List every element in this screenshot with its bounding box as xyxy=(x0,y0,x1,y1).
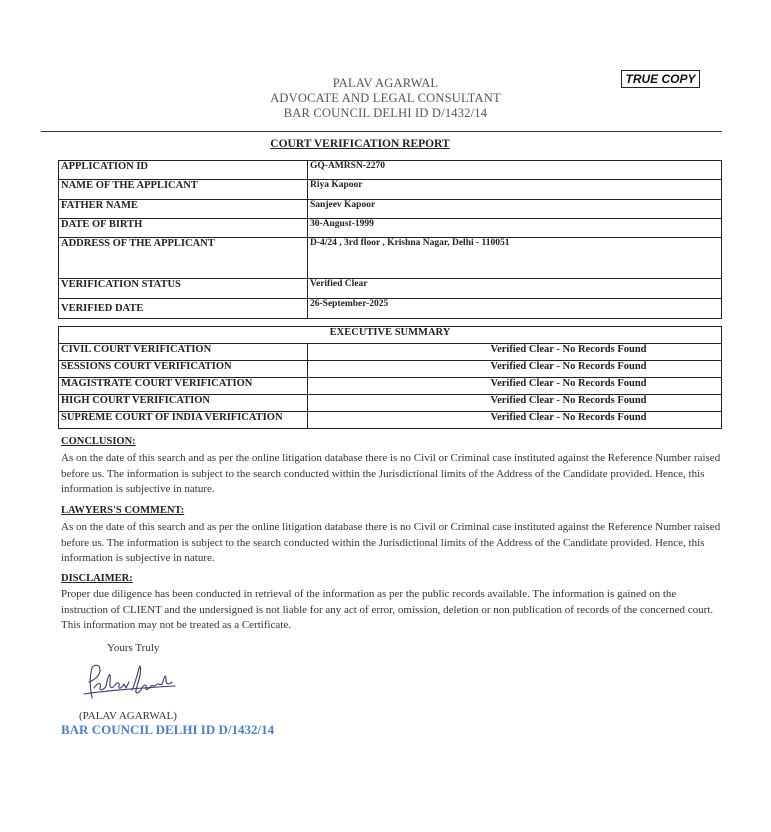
row-label: MAGISTRATE COURT VERIFICATION xyxy=(59,378,308,395)
table-row xyxy=(59,378,722,395)
advocate-name: PALAV AGARWAL xyxy=(332,76,439,90)
closing-salutation: Yours Truly xyxy=(107,642,160,654)
executive-summary-table xyxy=(58,326,722,429)
signature-image xyxy=(80,660,180,704)
table-row xyxy=(59,395,722,412)
summary-title: EXECUTIVE SUMMARY xyxy=(59,327,722,344)
disclaimer-text: Proper due diligence has been conducted in retrieval of the information as per the public records available. The information is gained on the instruction of CLIENT and the undersigned is not liable for any act of error, omission, deletion or non publication of records of the concerned court. This information may not be treated as a Certificate. xyxy=(61,588,714,631)
row-value: Verified Clear - No Records Found xyxy=(308,378,722,395)
advocate-bar-id: BAR COUNCIL DELHI ID D/1432/14 xyxy=(283,106,488,120)
row-value: Verified Clear - No Records Found xyxy=(308,395,722,412)
row-value: D-4/24 , 3rd floor , Krishna Nagar, Delhi - 110051 xyxy=(308,238,722,279)
row-label: APPLICATION ID xyxy=(59,161,308,180)
applicant-details-table xyxy=(58,160,722,319)
table-row xyxy=(59,361,722,378)
row-value: Sanjeev Kapoor xyxy=(308,200,722,219)
row-value: Verified Clear - No Records Found xyxy=(308,344,722,361)
table-row xyxy=(59,180,722,200)
report-title: COURT VERIFICATION REPORT xyxy=(270,138,450,150)
header-divider xyxy=(41,131,722,132)
table-row xyxy=(59,299,722,319)
row-value: GQ-AMRSN-2270 xyxy=(308,161,722,180)
signatory-bar-id: BAR COUNCIL DELHI ID D/1432/14 xyxy=(61,722,275,737)
row-label: FATHER NAME xyxy=(59,200,308,219)
row-value: Verified Clear xyxy=(308,279,722,299)
conclusion-text: As on the date of this search and as per the online litigation database there is no Civil or Criminal case instituted against the Reference Number raised before us. The information is subject to the search conducted within the Jurisdictional limits of the Address of the Candidate provided. Hence, this information is subjective in nature. xyxy=(61,452,721,495)
table-row xyxy=(59,219,722,238)
conclusion-heading: CONCLUSION: xyxy=(61,436,136,447)
row-label: ADDRESS OF THE APPLICANT xyxy=(59,238,308,279)
row-label: VERIFIED DATE xyxy=(59,299,308,319)
row-label: SUPREME COURT OF INDIA VERIFICATION xyxy=(59,412,308,429)
row-value: 26-September-2025 xyxy=(308,299,722,319)
table-row xyxy=(59,412,722,429)
table-row xyxy=(59,344,722,361)
table-row xyxy=(59,200,722,219)
table-row xyxy=(59,238,722,279)
row-value: Verified Clear - No Records Found xyxy=(308,412,722,429)
row-label: VERIFICATION STATUS xyxy=(59,279,308,299)
signatory-name: (PALAV AGARWAL) xyxy=(79,710,177,722)
row-label: NAME OF THE APPLICANT xyxy=(59,180,308,200)
row-label: HIGH COURT VERIFICATION xyxy=(59,395,308,412)
advocate-designation: ADVOCATE AND LEGAL CONSULTANT xyxy=(270,91,501,105)
row-label: DATE OF BIRTH xyxy=(59,219,308,238)
true-copy-stamp: TRUE COPY xyxy=(621,70,700,88)
disclaimer-heading: DISCLAIMER: xyxy=(61,573,133,584)
row-value: Verified Clear - No Records Found xyxy=(308,361,722,378)
row-value: 30-August-1999 xyxy=(308,219,722,238)
table-row xyxy=(59,279,722,299)
row-value: Riya Kapoor xyxy=(308,180,722,200)
lawyers-comment-heading: LAWYERS'S COMMENT: xyxy=(61,505,185,516)
row-label: CIVIL COURT VERIFICATION xyxy=(59,344,308,361)
table-header-row xyxy=(59,327,722,344)
row-label: SESSIONS COURT VERIFICATION xyxy=(59,361,308,378)
table-row xyxy=(59,161,722,180)
lawyers-comment-text: As on the date of this search and as per the online litigation database there is no Civil or Criminal case instituted against the Reference Number raised before us. The information is subject to the search conducted within the Jurisdictional limits of the Address of the Candidate provided. Hence, this information is subjective in nature. xyxy=(61,521,721,564)
